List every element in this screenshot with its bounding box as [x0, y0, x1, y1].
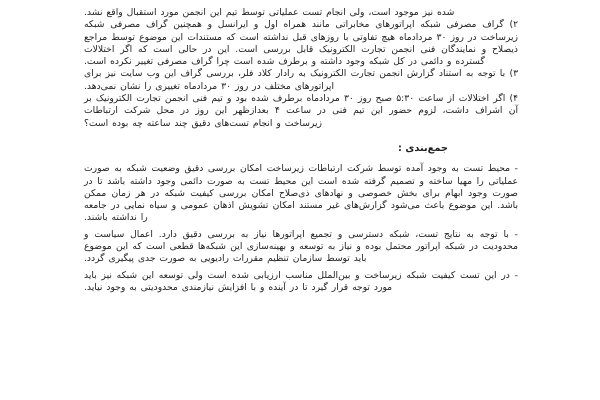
summary-bullet-3: [84, 270, 518, 295]
bullet-2-text: با توجه به نتایج تست، شبکه دسترسی و تجمیع اپراتورها نیاز به بررسی دقیق دارد. اعمال سیاست و محدودیت در شبکه اپراتور محتمل بوده و نیاز به توسعه و بهینه‌سازی این شبکه‌ها قطعی است که این موضوع باید توسط سازمان تنظیم مقررات رادیویی به صورت جدی پیگیری گردد.: [84, 228, 518, 265]
item-2-text: گراف مصرفی شبکه اپراتورهای مخابراتی مانند همراه اول و ایرانسل و همچنین گراف مصرفی شبکه زیرساخت در روز ۳۰ مردادماه هیچ تفاوتی با روزهای قبل نداشته است که مستندات این موضوع توسط مراجع ذیصلاح و نمایندگان فنی انجمن تجارت الکترونیک قابل بررسی است. این در حالی است که اگر اختلالات گسترده و دائمی در کل شبکه وجود داشته و برطرف شده است چرا گراف مصرفی تغییر نکرده است.: [84, 19, 518, 68]
paragraph-continuation: شده نیز موجود است، ولی انجام تست عملیاتی توسط تیم این انجمن مورد استقبال واقع نشد.: [84, 7, 455, 18]
bullet-3-dash: -: [514, 269, 518, 281]
bullet-1-dash: -: [514, 163, 518, 175]
summary-heading: جمع‌بندی :: [398, 142, 448, 154]
bullet-1-text: محیط تست به وجود آمده توسط شرکت ارتباطات زیرساخت امکان بررسی دقیق وضعیت شبکه به صورت عملیاتی را مهیا ساخته و تصمیم گرفته شده است این محیط تست به صورت دائمی وجود داشته باشد تا در صورت وجود ابهام برای بخش خصوصی و نهادهای ذی‌صلاح امکان بررسی کیفیت شبکه در هر زمان ممکن باشد. این موضوع باعث می‌شود گزارش‌های غیر مستند امکان تشویش اذهان عمومی و سیاه نمایی در جامعه را نداشته باشند.: [84, 163, 518, 224]
bullet-3-text: در این تست کیفیت شبکه زیرساخت و بین‌الملل مناسب ارزیابی شده است ولی توسعه این شبکه نیز باید مورد توجه قرار گیرد تا در آینده و با افزایش نیازمندی محدودیتی به وجود نیاید.: [84, 269, 510, 293]
numbered-item-3: [84, 68, 518, 93]
bullet-2-dash: -: [514, 228, 518, 240]
item-3-text: با توجه به استناد گزارش انجمن تجارت الکترونیک به رادار کلاد فلر، بررسی گراف این وب سایت نیز برای اپراتورهای مختلف در روز ۳۰ مردادماه تغییری را نشان نمی‌دهد.: [84, 68, 506, 92]
item-3-number: ۳): [509, 68, 518, 80]
numbered-item-2: [84, 19, 518, 68]
item-4-number: ۴): [509, 93, 519, 105]
summary-bullet-1: [84, 163, 518, 224]
numbered-item-4: [84, 93, 518, 130]
item-4-text: اگر اختلالات از ساعت ۵:۳۰ صبح روز ۳۰ مردادماه برطرف شده بود و تیم فنی انجمن تجارت الکترونیک بر آن اشراف داشت، لزوم حضور این تیم فنی در ساعت ۴ بعدازظهر این روز در محل شرکت ارتباطات زیرساخت و انجام تست‌های دقیق چند ساعته چه بوده است؟: [84, 93, 519, 129]
item-2-number: ۲): [509, 19, 519, 31]
summary-bullet-2: [84, 229, 518, 266]
